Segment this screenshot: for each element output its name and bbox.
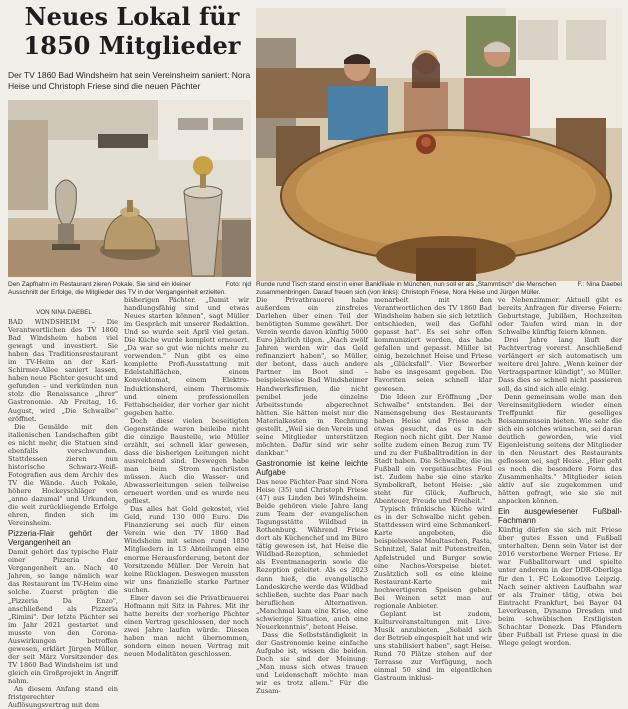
subheading: Gastronomie ist keine leichte Aufgabe	[256, 458, 368, 477]
paragraph: Die Privatbrauerei habe außerdem ein zinsfreies Darlehen über einen Teil der benötigten Summe gewährt. Der Verein werde davon künftig 5000 Euro jährlich tilgen. „Nach zwölf Jahren werden wir das Geld refinanziert haben", so Müller, der betont, dass auch andere Partner im Boot sind – beispielsweise Bad Windsheimer Handwerksfirmen, die nicht penibel jede einzelne Arbeitsstunde abgerechnet hätten. Sie hätten meist nur die Materialkosten in Rechnung gestellt. „Weil sie den Verein und seine Mitglieder unterstützen möchten. Dafür sind wir sehr dankbar."	[256, 296, 368, 457]
paragraph: Die Gemälde mit den italienischen Landschaften gibt es nicht mehr, die Statuen sind ebenfalls verschwunden. Stattdessen zieren nun historische Schwarz-Weiß-Fotografien aus dem Archiv des TV die Wände. Auch Pokale, höhere Hockeyschläger von „anno dazumal" und Urkunden, die weit zurückliegende Erfolge ehren, finden sich im Vereinsheim.	[8, 422, 118, 528]
paragraph: menarbeit mit den Verantwortlichen des TV 1860 Bad Windsheim haben sie sich letztlich entschieden, weil das Gefühl gepasst hat". Es sei sehr offen kommuniziert worden, das habe gefallen und gepasst. Müller ist einig, bezeichnet Heise und Friese als „Glücksfall". Vier Bewerber habe es insgesamt gegeben. Die Favoriten seien schnell klar gewesen.	[374, 296, 492, 393]
paragraph: Typisch fränkische Küche wird es in der Schwalbe nicht geben. Stattdessen wird eine Schmankerl-Karte angeboten, die beispielsweise Maultaschen, Pasta, Schnitzel, Salat mit Putenstreifen, Apfelstrudel und Burger sowie eine Nachos-Vorspeise bietet. Zusätzlich soll es eine kleine Restaurant-Karte mit hochwertigeren Speisen geben. Bei Weinen setzt man auf regionale Anbieter.	[374, 505, 492, 610]
article-column-2	[124, 296, 249, 659]
paragraph: Doch diese vielen beseitigten Gegenstände waren beileibe nicht die einzige Baustelle, wie Müller erzählt, sei schnell klar gewesen, dass die bisherigen Leitungen nicht ausreichend sind. Deswegen habe man beim Strom nachrüsten müssen. Auch die Wasser- und Abwasserleitungen seien teilweise erneuert worden und es wurde neu gefliest.	[124, 416, 249, 506]
paragraph: Künftig dürfen sie sich mit Friese über gutes Essen und Fußball unterhalten. Denn sein Vater ist der 2016 verstorbene Werner Friese. Er war Fußballtorwart und spielte unter anderem in der DDR-Oberliga für den 1. FC Lokomotive Leipzig. Nach seiner aktiven Laufbahn war er als Trainer tätig, etwa bei Eintracht Frankfurt, bei Bayer 04 Leverkusen, Dynamo Dresden und beim schwäbischen Erstligisten Schachtar Donezk. Das Pfandern über Fußball ist Friese quasi in die Wiege gelegt worden.	[498, 526, 622, 647]
paragraph: Das neue Pächter-Paar sind Nora Heise (35) und Christoph Friese (47) aus Linden bei Windsheim. Beide gehören viele Jahre lang zum Team der evangelischen Tagungsstätte Wildbad in Rothenburg. Während Friese dort als Küchenchef und im Büro tätig gewesen ist, hat Heise die Wildbad-Rezeption, schmiedet als Eventmanagerin sowie die Rezeption geleitet. Als es 2023 dann hieß, die evangelische Landeskirche werde das Wildbad schließen, suchte das Paar nach beruflichen Alternativen. „Manchmal kam eine Krise, eine schwierige Situation, auch eine Neuerkenntnis", betont Heise.	[256, 477, 368, 631]
paragraph: Drei Jahre lang läuft der Pachtvertrag vorerst. Anschließend verlängert er sich automatisch um weitere drei Jahre. „Wenn keiner der Vertragspartner kündigt", so Müller. Dass dies so schnell nicht passieren soll, da sind sich alle einig.	[498, 336, 622, 393]
stammtisch-photo-illustration	[256, 8, 622, 281]
headline	[10, 2, 254, 60]
stammtisch-photo	[256, 8, 622, 281]
headline-line-2: 1850 Mitglieder	[23, 31, 241, 60]
subheading: Ein ausgewiesener Fußball-Fachmann	[498, 507, 622, 526]
subtitle: Der TV 1860 Bad Windsheim hat sein Vereinsheim saniert: Nora Heise und Christoph Friese sind die neuen Pächter	[8, 70, 251, 91]
article-column-5	[498, 296, 622, 647]
trophy-photo-illustration	[8, 100, 251, 277]
paragraph: An diesem Anfang stand ein fristgerechter Auflösungsvertrag mit dem	[8, 685, 118, 709]
article-column-3	[256, 296, 368, 696]
byline: VON NINA DAEBEL	[36, 309, 92, 316]
caption-left-text: Den Zapfhahn im Restaurant zieren Pokale. Sie sind ein kleiner Ausschnitt der Erfolge, die Mitglieder des TV in der Vergangenheit erzielten.	[8, 281, 227, 297]
headline-line-1: Neues Lokal für	[24, 2, 240, 31]
paragraph: ve Nebenzimmer. Aktuell gibt es bereits Anfragen für diverse Feiern: Geburtstage, Jubiläen, Hochzeiten oder Taufen wird man in der Schwalbe künftig feiern können.	[498, 296, 622, 337]
paragraph: bisherigen Pächter. „Damit wir handlungsfähig sind und etwas Neues starten können", sagt Müller im Gespräch mit unserer Redaktion. Und so wurde seit April viel getan. Die Küche wurde komplett erneuert. „Da war so gut wie nichts mehr zu verwenden." Nun gibt es eine komplette Profi-Ausstattung mit Edelstahlflächen, einem Konvektomat, einem Elektro-Induktionsherd, einem Thermomix und einem professionellen Fettabscheider, der vorher gar nicht gegeben hatte.	[124, 296, 249, 417]
paragraph: Damit gehört das typische Flair einer Pizzeria der Vergangenheit an. Nach 40 Jahren, so lange nämlich war das Restaurant im TV-Heim eine solche. Zuerst prägten die „Pizzeria Da Enzo", anschließend als Pizzeria „Rimini". Der letzte Pächter sei im Jahr 2021 gestartet und musste von den Corona-Auswirkungen betroffen gewesen, erklärt Jürgen Müller, der seit März Vorsitzender des TV 1860 Bad Windsheim ist und gleich ein Großprojekt in Angriff nahm.	[8, 548, 118, 685]
paragraph: Das alles hat Geld gekostet, viel Geld, rund 130 000 Euro. Die Finanzierung sei auch für einen Verein wie den TV 1860 Bad Windsheim mit seinen rund 1850 Mitgliedern in 13 Abteilungen eine enorme Herausforderung, betont der Vorsitzende Müller. Der Verein hat keine Rücklagen. Deswegen mussten wir uns finanzielle starke Partner suchen.	[124, 505, 249, 594]
subheading: Pizzeria-Flair gehört der Vergangenheit an	[8, 529, 118, 548]
paragraph: Die Ideen zur Eröffnung „Der Schwalbe" entstanden. Bei der Namensgebung des Restaurants haben Heise und Friese nach etwas gesucht, das es in der Region noch nicht gibt. Der Name sollte zudem einen Bezug zum TV und zu der Fußballtradition in der Stadt haben. Die Schwalbe, die im Fußball ein vorgetäuschtes Foul ist. Zudem habe sie eine starke Symbolkraft, betont Heise: „sie steht für Glück, Aufbruch, Abenteuer, Freude und Freiheit."	[374, 392, 492, 506]
photo-credit-left: Foto: njd	[225, 281, 251, 288]
paragraph: Denn gemeinsam wolle man den Vereinsmitgliedern wieder einen Treffpunkt für geselliges Beisammensein bieten. Wie sehr die sich ein solches wünschen, sei daran deutlich geworden, wie viel Eigenleistung seitens der Mitglieder in den Neustart des Restaurants geflossen sei, sagt Heise. „Hier geht es noch die besondere Form des Zusammenhalts." Mitglieder seien aktiv auf sie zugekommen und hätten gefragt, wie sie sie mit anpacken können.	[498, 392, 622, 506]
paragraph: Dass die Selbstständigkeit in der Gastronomie keine einfache Aufgabe ist, wissen die beiden. Doch sie sind der Meinung: „Man muss sich etwas trauen und Leidenschaft möchte man wir es trotz allem." Für die Zusam-	[256, 630, 368, 696]
article-column-1	[8, 318, 119, 709]
paragraph: Geplant ist zudem, Kulturveranstaltungen mit Live-Musik anzubieten. „Sobald sich der Betrieb eingespielt hat und wir uns stabilisiert haben", sagt Heise. Rund 70 Plätze stehen auf der Terrasse zur Verfügung, noch einmal 50 sind im eigentlichen Gastraum inklusi-	[374, 609, 492, 683]
article-column-4	[374, 296, 492, 683]
paragraph: BAD WINDSHEIM – Die Verantwortlichen des TV 1860 Bad Windsheim haben viel gewagt und investiert. Sie haben das Traditionsrestaurant im TV-Heim an der Karl-Schirmer-Allee saniert lassen, haben neue Pächter gesucht und gefunden – und verkünden nun stolz die Renaissance „ihrer" Gastronomie. Ab Freitag, 16. August, wird „Die Schwalbe" eröffnet.	[8, 318, 119, 423]
caption-right-text: Runde rund Tisch stand einst in einer Bankfiliale in München, nun soll er als „Stammtisch" die Menschen zusammenbringen. Darauf freuen sich (von links): Christoph Friese, Nora Heise und Jürgen Müller.	[256, 281, 557, 297]
paragraph: Einer davon sei die Privatbrauerei Hofmann mit Sitz in Pahres. Mit ihr hatte bereits der vorherige Pächter einen Vertrag geschlossen, der noch zwei Jahre laufen würde. Diesen haben man nicht übernommen, sondern einen neuen Vertrag mit neuen Modalitäten geschlossen.	[124, 593, 249, 659]
photo-credit-right: F.: Nina Daebel	[577, 281, 622, 288]
trophy-photo	[8, 100, 251, 277]
